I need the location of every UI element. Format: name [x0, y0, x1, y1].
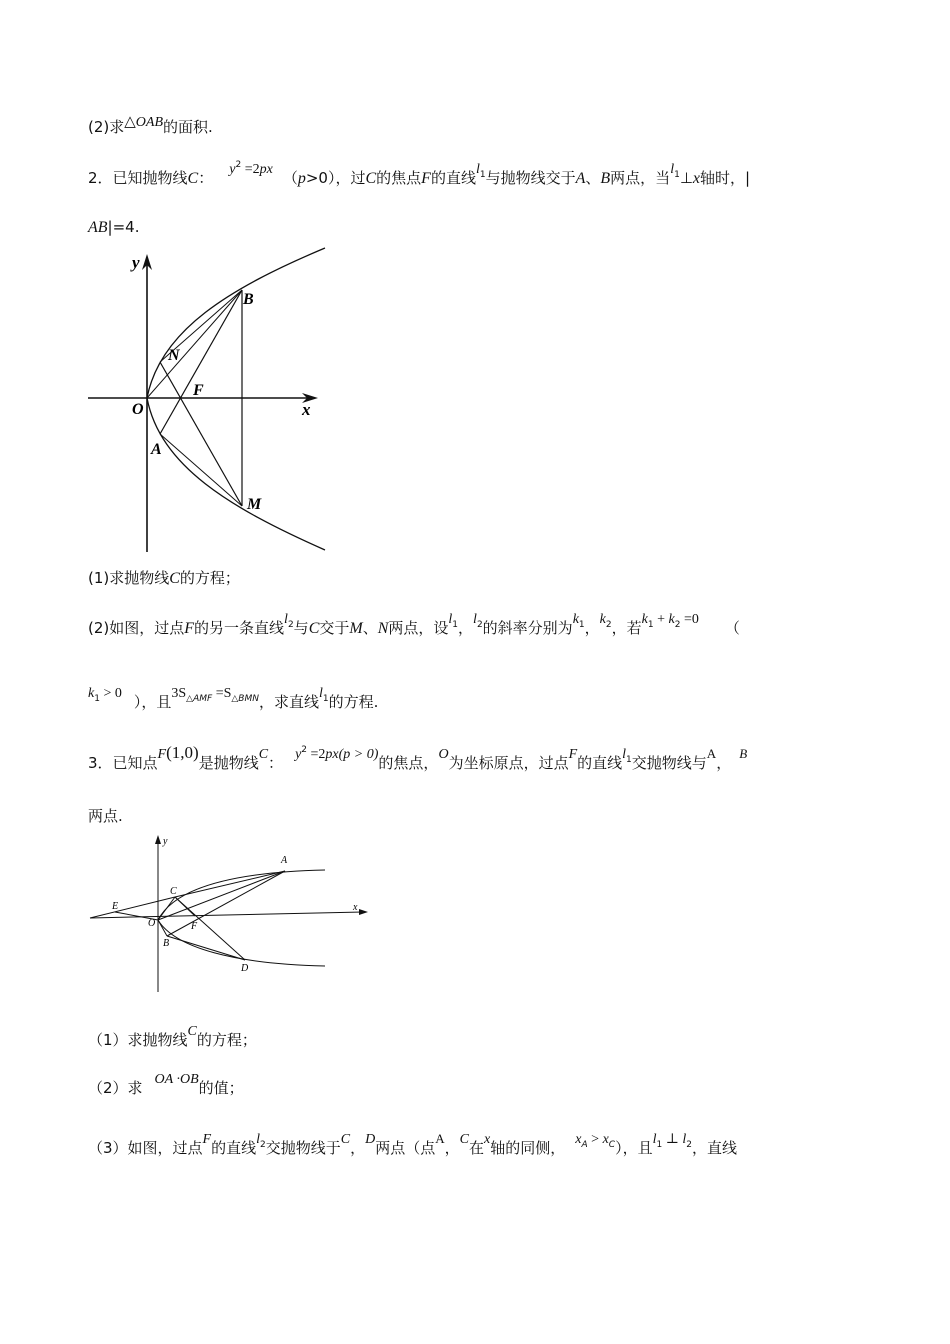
- text-part2-a: (2)如图，过点: [88, 619, 185, 637]
- text-p3-xC-sub: C: [608, 1140, 616, 1150]
- label-o: O: [132, 401, 144, 418]
- text-comma: ，: [716, 754, 732, 772]
- text-part2-plus: +: [653, 612, 669, 627]
- text-B: B: [600, 170, 611, 187]
- text-cond-rest: >0）: [305, 169, 336, 187]
- text-l3-3S: 3S: [171, 686, 187, 701]
- text-p3-l: l: [256, 1132, 261, 1147]
- text-p3-A: A: [435, 1131, 445, 1146]
- q3-part3: [88, 1131, 738, 1161]
- text-p1-b: 的方程；: [196, 1031, 257, 1049]
- text-part2-c: 与: [293, 619, 309, 637]
- text-p3-c: 交抛物线于: [265, 1139, 341, 1157]
- text-F-arg: (1,0): [166, 743, 199, 762]
- text-p2-expr: OA ·OB: [154, 1072, 199, 1087]
- text-d: 的直线: [577, 754, 623, 772]
- label-x: x: [302, 400, 311, 419]
- text-p2-a: （2）求: [88, 1079, 143, 1097]
- text-e: 交抛物线与: [631, 754, 707, 772]
- text-colon: ：: [268, 754, 284, 772]
- line-ob: [158, 920, 167, 936]
- text-part2-k1-sub: 1: [578, 620, 585, 630]
- text-mid6: 轴时，|: [700, 169, 751, 187]
- text-c: 为坐标原点，过点: [448, 754, 569, 772]
- text-part1-C: C: [169, 570, 180, 587]
- text-l3-c: 的方程.: [328, 693, 379, 711]
- q2-part2: [88, 612, 740, 641]
- text-eq-rhs: =2: [307, 747, 326, 762]
- text-p3-x: x: [484, 1132, 491, 1147]
- label-a: A: [151, 441, 162, 458]
- text-l2-sub: 1: [674, 170, 680, 180]
- q2-line3: [88, 686, 379, 715]
- text-C2: C: [365, 170, 377, 187]
- text-A: A: [706, 746, 717, 761]
- text-part2-k2: k: [599, 612, 606, 627]
- parabola-curve: [158, 870, 325, 966]
- text-part2-b: 的另一条直线: [194, 619, 285, 637]
- text-part2-M: M: [349, 620, 363, 637]
- text-colon: ：: [198, 169, 214, 187]
- text-eq-exp: 2: [235, 160, 242, 170]
- text-p3-xC: x: [602, 1132, 609, 1147]
- text-p3-f: 轴的同侧，: [490, 1139, 566, 1157]
- text-line2-rest: |=4.: [107, 218, 140, 236]
- text-l-sub: 1: [479, 170, 486, 180]
- text-p3-gt: >: [587, 1132, 603, 1147]
- text-a: 是抛物线: [198, 754, 259, 772]
- text-cond-p: p: [297, 170, 306, 187]
- line-am: [160, 434, 242, 506]
- text-x: x: [692, 170, 700, 187]
- text-l3-gt: > 0: [99, 686, 122, 701]
- text-part2-F: F: [184, 620, 195, 637]
- text-l: l: [622, 747, 627, 762]
- label-m: M: [247, 496, 262, 513]
- text-cond-open: （: [282, 169, 298, 187]
- text-l3-b: ，求直线: [258, 693, 319, 711]
- label-y: y: [132, 253, 140, 272]
- text-part2-sum-k1: k: [641, 612, 648, 627]
- text-line2: 两点.: [88, 807, 123, 825]
- label-n: N: [168, 347, 180, 364]
- text-p3-l2-sub: 2: [686, 1140, 693, 1150]
- text-l3-eq: =S: [212, 686, 232, 701]
- text-b: 的焦点，: [378, 754, 439, 772]
- text-l3-k-sub: 1: [94, 694, 100, 704]
- label-b: B: [243, 291, 254, 308]
- text-l3-sub2: △BMN: [231, 694, 259, 704]
- text-p3-comma2: ，: [444, 1139, 460, 1157]
- text-part2-e: 、: [362, 619, 378, 637]
- text-p3-C2: C: [459, 1132, 470, 1147]
- text-part2-h: ，若: [611, 619, 642, 637]
- text-part1: (1)求抛物线: [88, 569, 170, 587]
- text-dun: 、: [585, 169, 601, 187]
- text-eq-exp: 2: [301, 745, 308, 755]
- q3-line1: [88, 743, 748, 776]
- text-l3-sub1: △AMF: [186, 694, 213, 704]
- text-mid4: 与抛物线交于: [485, 169, 576, 187]
- text-C: C: [258, 747, 269, 762]
- line-oa: [158, 871, 285, 920]
- text-part2-C: C: [308, 620, 320, 637]
- q2-part1: [88, 568, 240, 589]
- text-num: 2．已知抛物线: [88, 169, 188, 187]
- text-eq-y: y: [295, 747, 302, 762]
- x-arrow-icon: [359, 909, 368, 915]
- text-p3-F: F: [202, 1132, 212, 1147]
- y-arrow-icon: [155, 835, 161, 844]
- q2-line1: [88, 160, 751, 191]
- text-p3-b: 的直线: [211, 1139, 257, 1157]
- label-x: x: [353, 902, 358, 913]
- text-B: B: [739, 746, 748, 761]
- text-part2-k1: k: [572, 612, 579, 627]
- label-c: C: [170, 886, 177, 897]
- text-part2-l: l: [284, 612, 288, 627]
- text-part2-g: 的斜率分别为: [482, 619, 573, 637]
- q3-line2: [88, 806, 123, 826]
- text-p3-l2: l: [682, 1132, 687, 1147]
- text-l3-k: k: [88, 686, 95, 701]
- text-mid1: ，过: [335, 169, 366, 187]
- q3-part1: [88, 1024, 257, 1052]
- text-part2-d: 交于: [319, 619, 350, 637]
- text-part2-paren: （: [724, 619, 740, 637]
- label-a: A: [281, 855, 288, 866]
- q2-line2: [88, 217, 139, 238]
- text-eq-rhs: =2: [241, 162, 260, 177]
- text-perp: ⊥: [679, 169, 693, 187]
- text-F2: F: [568, 747, 578, 762]
- text-p3-C: C: [340, 1132, 351, 1147]
- text-p3-comma: ，: [350, 1139, 366, 1157]
- text: (2)求: [88, 118, 125, 136]
- text-l3-a: ），且: [133, 693, 172, 711]
- text-part2-comma2: ，: [584, 619, 600, 637]
- parabola-figure-1: [80, 240, 340, 560]
- text-p3-a: （3）如图，过点: [88, 1139, 203, 1157]
- label-f: F: [191, 921, 198, 932]
- text-eq-y: y: [229, 162, 236, 177]
- label-e: E: [112, 901, 119, 912]
- text-p3-l1: l: [652, 1132, 657, 1147]
- text-p3-xA: x: [575, 1132, 582, 1147]
- text-p3-e: 在: [469, 1139, 485, 1157]
- text-part2-k2-sub: 2: [605, 620, 612, 630]
- line-ca: [175, 871, 285, 897]
- text-part2-l1: l: [448, 612, 453, 627]
- label-y: y: [163, 836, 168, 847]
- text-eq-cond: (p > 0): [338, 747, 379, 762]
- text-num: 3．已知点: [88, 754, 158, 772]
- text-part2-sum-k1-sub: 1: [647, 620, 654, 630]
- text-part2-l2: l: [473, 612, 477, 627]
- text-part2-comma: ，: [458, 619, 474, 637]
- text-l3-l: l: [319, 686, 323, 701]
- text-part2-eq0: =0: [680, 612, 699, 627]
- text-part2-sum-k2: k: [668, 612, 675, 627]
- text-p3-d: 两点（点: [375, 1139, 436, 1157]
- text-p3-l-sub: 2: [260, 1140, 266, 1150]
- text-part2-l2-sub: 2: [476, 620, 483, 630]
- label-b: B: [163, 938, 170, 949]
- text-line2-AB: AB: [88, 219, 108, 236]
- text-p3-xA-sub: A: [581, 1140, 588, 1150]
- text: 的面积.: [163, 118, 213, 136]
- text-p1-a: （1）求抛物线: [88, 1031, 188, 1049]
- text-mid2: 的焦点: [376, 169, 422, 187]
- text-l: l: [475, 162, 480, 177]
- label-f: F: [193, 382, 204, 399]
- text-l-sub: 1: [626, 755, 632, 765]
- text-part2-f: 两点，设: [388, 619, 449, 637]
- text-eq-px: px: [325, 747, 339, 762]
- text-A: A: [575, 170, 586, 187]
- text-part2-l-sub: 2: [287, 620, 294, 630]
- text-l3-l-sub: 1: [322, 694, 329, 704]
- text-O: O: [438, 747, 449, 762]
- text-C: C: [187, 170, 199, 187]
- text-p3-h: ，直线: [692, 1139, 738, 1157]
- text-F: F: [157, 747, 167, 762]
- q3-part2: [88, 1072, 244, 1100]
- text-p3-perp: ⊥: [662, 1132, 683, 1147]
- text-part2-sum-k2-sub: 2: [674, 620, 681, 630]
- text-part2-l1-sub: 1: [452, 620, 459, 630]
- line-bd: [167, 936, 245, 960]
- text-p1-C: C: [187, 1024, 197, 1039]
- triangle-symbol: △: [124, 112, 136, 130]
- text-p2-b: 的值；: [198, 1079, 244, 1097]
- parabola-curve: [147, 248, 325, 550]
- math-oab: OAB: [135, 115, 164, 130]
- text-p3-D: D: [365, 1132, 376, 1147]
- q1-part2: [88, 112, 213, 139]
- text-mid3: 的直线: [430, 169, 476, 187]
- text-l2: l: [670, 162, 675, 177]
- text-part1-rest: 的方程；: [179, 569, 240, 587]
- label-o: O: [148, 918, 156, 929]
- text-p3-l1-sub: 1: [656, 1140, 663, 1150]
- text-p3-g: ），且: [615, 1139, 653, 1157]
- text-F: F: [421, 170, 431, 187]
- label-d: D: [241, 963, 249, 974]
- text-eq-px: px: [259, 162, 273, 177]
- parabola-figure-2: [85, 832, 375, 997]
- text-part2-N: N: [377, 620, 389, 637]
- text-mid5: 两点，当: [610, 169, 671, 187]
